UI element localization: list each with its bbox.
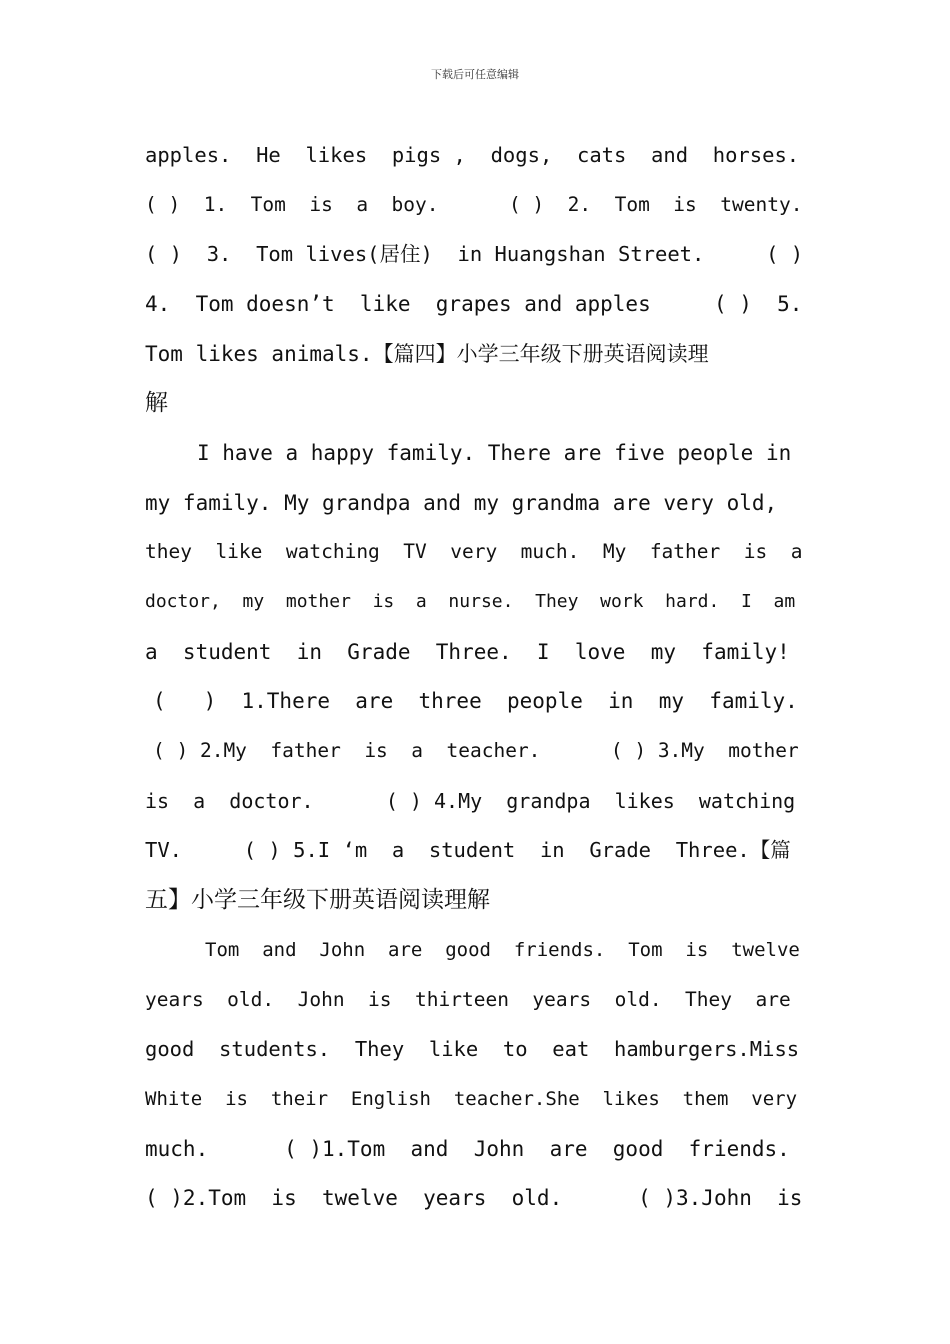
text-line: ( ) 1. Tom is a boy. ( ) 2. Tom is twenty.: [145, 192, 803, 216]
question-line: ( ) 2.My father is a teacher. ( ) 3.My mother: [153, 739, 799, 763]
text-line: ( ) 3. Tom lives(居住) in Huangshan Street. ( ): [145, 242, 804, 267]
paragraph-start: Tom and John are good friends. Tom is twelve: [205, 938, 800, 961]
text-line: they like watching TV very much. My father is a: [145, 540, 803, 564]
document-body: [145, 130, 806, 1223]
text-line: years old. John is thirteen years old. They are: [145, 987, 791, 1011]
text-line: my family. My grandpa and my grandma are very old,: [145, 490, 778, 515]
question-line: TV. ( ) 5.I ‘m a student in Grade Three.【篇: [145, 838, 791, 863]
paragraph-start: I have a happy family. There are five people in: [197, 440, 792, 465]
text-line: 解: [145, 390, 168, 417]
text-line: apples. He likes pigs , dogs, cats and horses.: [145, 142, 800, 167]
question-line: ( ) 1.There are three people in my family.: [153, 689, 798, 714]
text-line: White is their English teacher.She likes them very: [145, 1087, 798, 1110]
page-header: 下载后可任意编辑: [431, 68, 519, 81]
question-line: much. ( )1.Tom and John are good friends.: [145, 1136, 790, 1161]
text-line: a student in Grade Three. I love my family!: [145, 639, 790, 664]
question-line: ( )2.Tom is twelve years old. ( )3.John is: [145, 1186, 803, 1211]
text-line: doctor, my mother is a nurse. They work hard. I am: [145, 591, 796, 613]
text-line: good students. They like to eat hamburgers.Miss: [145, 1037, 800, 1062]
text-line: 4. Tom doesn’t like grapes and apples ( ) 5.: [145, 291, 803, 316]
question-line: is a doctor. ( ) 4.My grandpa likes watching: [145, 788, 796, 813]
text-line: Tom likes animals.【篇四】小学三年级下册英语阅读理: [145, 341, 709, 366]
section-heading: 五】小学三年级下册英语阅读理解: [145, 887, 490, 914]
